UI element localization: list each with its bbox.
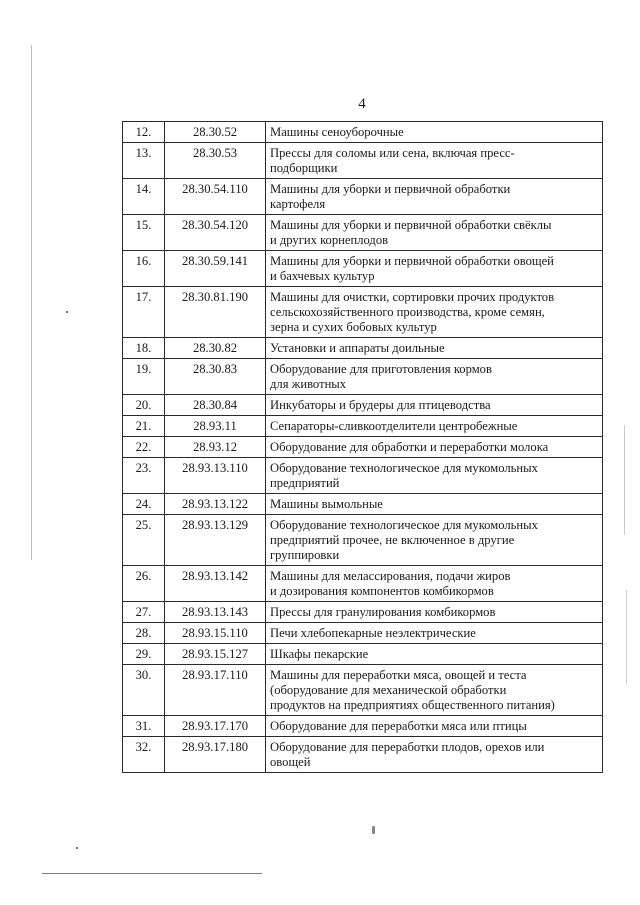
equipment-name: Установки и аппараты доильные bbox=[266, 338, 603, 359]
row-number: 23. bbox=[123, 458, 165, 494]
row-number: 26. bbox=[123, 566, 165, 602]
okpd-code: 28.30.83 bbox=[165, 359, 266, 395]
okpd-code: 28.30.52 bbox=[165, 122, 266, 143]
row-number: 21. bbox=[123, 416, 165, 437]
okpd-code: 28.93.15.110 bbox=[165, 623, 266, 644]
row-number: 15. bbox=[123, 215, 165, 251]
row-number: 31. bbox=[123, 716, 165, 737]
equipment-name: Печи хлебопекарные неэлектрические bbox=[266, 623, 603, 644]
equipment-name: Оборудование для приготовления кормов для животных bbox=[266, 359, 603, 395]
okpd-code: 28.93.12 bbox=[165, 437, 266, 458]
row-number: 27. bbox=[123, 602, 165, 623]
table-row bbox=[123, 359, 603, 395]
equipment-name: Сепараторы-сливкоотделители центробежные bbox=[266, 416, 603, 437]
scan-edge-right bbox=[624, 425, 625, 535]
table-row bbox=[123, 566, 603, 602]
scan-speck bbox=[372, 826, 375, 834]
equipment-name: Машины для очистки, сортировки прочих продуктов сельскохозяйственного производства, кроме семян, зерна и сухих бобовых культур bbox=[266, 287, 603, 338]
okpd-code: 28.30.53 bbox=[165, 143, 266, 179]
row-number: 30. bbox=[123, 665, 165, 716]
table-row bbox=[123, 179, 603, 215]
row-number: 17. bbox=[123, 287, 165, 338]
table-row bbox=[123, 416, 603, 437]
codes-table bbox=[122, 121, 603, 773]
table-row bbox=[123, 215, 603, 251]
row-number: 29. bbox=[123, 644, 165, 665]
table-row bbox=[123, 623, 603, 644]
row-number: 24. bbox=[123, 494, 165, 515]
scan-speck bbox=[66, 311, 68, 313]
okpd-code: 28.93.17.180 bbox=[165, 737, 266, 773]
equipment-name: Оборудование для переработки мяса или птицы bbox=[266, 716, 603, 737]
row-number: 22. bbox=[123, 437, 165, 458]
okpd-code: 28.30.84 bbox=[165, 395, 266, 416]
table-row bbox=[123, 602, 603, 623]
okpd-code: 28.93.13.129 bbox=[165, 515, 266, 566]
okpd-code: 28.30.59.141 bbox=[165, 251, 266, 287]
table-row bbox=[123, 644, 603, 665]
equipment-name: Оборудование технологическое для мукомольных предприятий bbox=[266, 458, 603, 494]
table-row bbox=[123, 737, 603, 773]
equipment-name: Машины для уборки и первичной обработки картофеля bbox=[266, 179, 603, 215]
equipment-name: Прессы для соломы или сена, включая пресс- подборщики bbox=[266, 143, 603, 179]
okpd-code: 28.30.54.110 bbox=[165, 179, 266, 215]
table-row bbox=[123, 437, 603, 458]
table-row bbox=[123, 665, 603, 716]
equipment-name: Машины для уборки и первичной обработки овощей и бахчевых культур bbox=[266, 251, 603, 287]
table-row bbox=[123, 251, 603, 287]
okpd-code: 28.93.17.170 bbox=[165, 716, 266, 737]
table-row bbox=[123, 287, 603, 338]
scan-speck bbox=[76, 847, 78, 849]
table-row bbox=[123, 458, 603, 494]
equipment-name: Оборудование технологическое для мукомольных предприятий прочее, не включенное в другие группировки bbox=[266, 515, 603, 566]
equipment-name: Машины сеноуборочные bbox=[266, 122, 603, 143]
equipment-name: Машины для мелассирования, подачи жиров и дозирования компонентов комбикормов bbox=[266, 566, 603, 602]
equipment-name: Машины для уборки и первичной обработки свёклы и других корнеплодов bbox=[266, 215, 603, 251]
row-number: 16. bbox=[123, 251, 165, 287]
scan-edge-left bbox=[31, 45, 32, 560]
equipment-name: Шкафы пекарские bbox=[266, 644, 603, 665]
okpd-code: 28.30.54.120 bbox=[165, 215, 266, 251]
equipment-name: Оборудование для обработки и переработки молока bbox=[266, 437, 603, 458]
okpd-code: 28.93.13.143 bbox=[165, 602, 266, 623]
table-row bbox=[123, 494, 603, 515]
row-number: 18. bbox=[123, 338, 165, 359]
okpd-code: 28.93.17.110 bbox=[165, 665, 266, 716]
equipment-name: Оборудование для переработки плодов, орехов или овощей bbox=[266, 737, 603, 773]
table-row bbox=[123, 122, 603, 143]
row-number: 28. bbox=[123, 623, 165, 644]
equipment-name: Машины для переработки мяса, овощей и теста (оборудование для механической обработки продуктов на предприятиях общественного питания) bbox=[266, 665, 603, 716]
table-row bbox=[123, 143, 603, 179]
scan-edge-right-lower bbox=[626, 590, 627, 685]
row-number: 13. bbox=[123, 143, 165, 179]
table-row bbox=[123, 716, 603, 737]
row-number: 14. bbox=[123, 179, 165, 215]
table-row bbox=[123, 338, 603, 359]
okpd-code: 28.93.13.122 bbox=[165, 494, 266, 515]
table-row bbox=[123, 515, 603, 566]
row-number: 32. bbox=[123, 737, 165, 773]
okpd-code: 28.93.15.127 bbox=[165, 644, 266, 665]
okpd-code: 28.30.82 bbox=[165, 338, 266, 359]
table-row bbox=[123, 395, 603, 416]
row-number: 20. bbox=[123, 395, 165, 416]
equipment-name: Прессы для гранулирования комбикормов bbox=[266, 602, 603, 623]
okpd-code: 28.30.81.190 bbox=[165, 287, 266, 338]
row-number: 19. bbox=[123, 359, 165, 395]
okpd-code: 28.93.13.142 bbox=[165, 566, 266, 602]
okpd-code: 28.93.13.110 bbox=[165, 458, 266, 494]
equipment-name: Инкубаторы и брудеры для птицеводства bbox=[266, 395, 603, 416]
okpd-code: 28.93.11 bbox=[165, 416, 266, 437]
scan-edge-bottom bbox=[42, 873, 262, 874]
codes-table-body bbox=[123, 122, 603, 773]
equipment-name: Машины вымольные bbox=[266, 494, 603, 515]
row-number: 25. bbox=[123, 515, 165, 566]
row-number: 12. bbox=[123, 122, 165, 143]
page-number: 4 bbox=[358, 96, 366, 112]
